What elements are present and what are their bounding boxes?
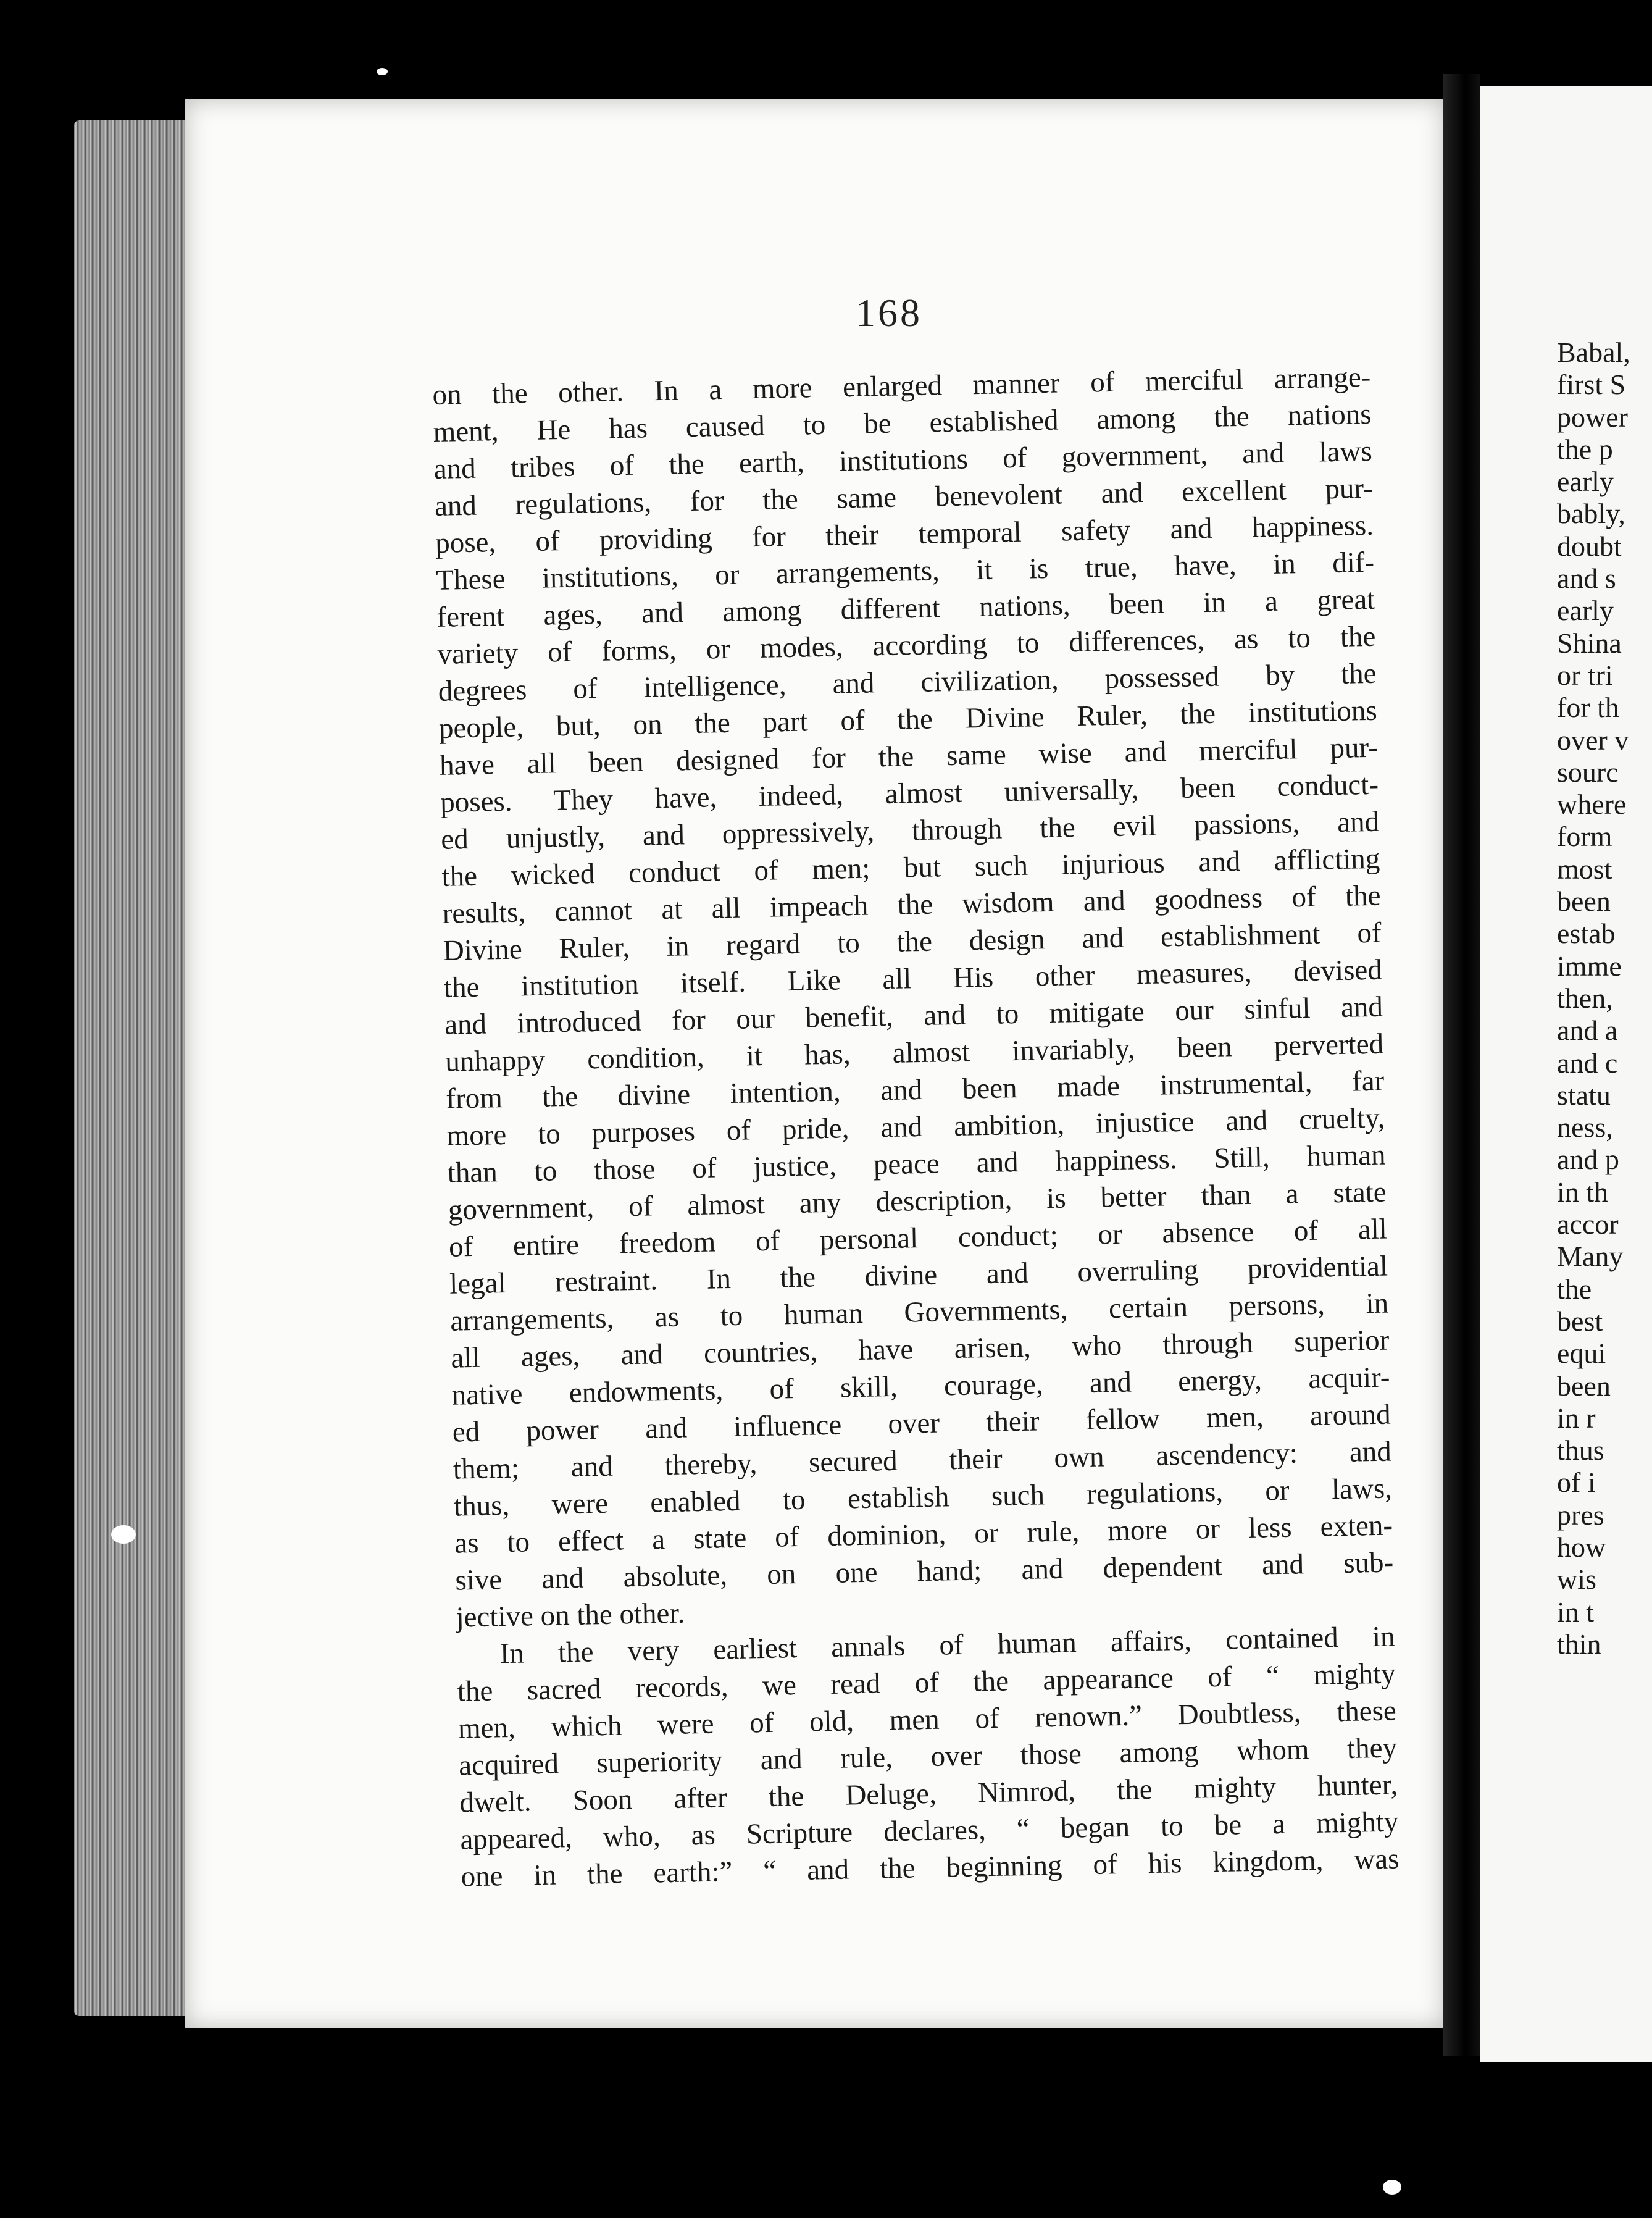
text-line: appeared, who, as Scripture declares, “ began to be a mighty: [459, 1806, 1399, 1856]
text-line: legal restraint. In the divine and overruling providential: [449, 1250, 1388, 1300]
facing-line: thin: [1557, 1628, 1601, 1660]
text-line: as to effect a state of dominion, or rule, more or less exten-: [454, 1509, 1393, 1560]
text-line: dwelt. Soon after the Deluge, Nimrod, the mighty hunter,: [459, 1768, 1398, 1819]
facing-line: and c: [1557, 1047, 1618, 1079]
scan-speck: [377, 68, 388, 75]
text-line: acquired superiority and rule, over those among whom they: [458, 1731, 1398, 1782]
facing-line: the p: [1557, 433, 1613, 465]
facing-line: thus: [1557, 1434, 1604, 1467]
facing-line: early: [1557, 595, 1614, 627]
text-line: the institution itself. Like all His other measures, devised: [443, 953, 1383, 1004]
facing-line: Shina: [1557, 627, 1622, 659]
text-line: and regulations, for the same benevolent and excellent pur-: [434, 472, 1374, 522]
facing-line: wis: [1557, 1563, 1596, 1596]
text-line: one in the earth:” “ and the beginning of his kingdom, was: [461, 1843, 1400, 1893]
text-line: ferent ages, and among different nations, been in a great: [436, 583, 1375, 634]
text-line: pose, of providing for their temporal safety and happiness.: [435, 509, 1374, 559]
text-line: ed power and influence over their fellow men, around: [452, 1398, 1391, 1449]
page-number: 168: [856, 291, 922, 335]
text-line: all ages, and countries, have arisen, who through superior: [451, 1324, 1390, 1375]
facing-line: ness,: [1557, 1111, 1613, 1144]
facing-line: Many: [1557, 1241, 1624, 1273]
facing-line: bably,: [1557, 498, 1625, 530]
text-line: jective on the other.: [456, 1597, 685, 1634]
facing-line: and s: [1557, 563, 1616, 595]
text-line: from the divine intention, and been made instrumental, far: [445, 1065, 1385, 1115]
facing-line: most: [1557, 853, 1612, 885]
text-line: and introduced for our benefit, and to mitigate our sinful and: [444, 990, 1383, 1041]
facing-line: power: [1557, 401, 1628, 433]
text-line: the sacred records, we read of the appearance of “ mighty: [457, 1657, 1396, 1708]
text-line: Divine Ruler, in regard to the design and establishment of: [443, 916, 1382, 967]
facing-line: pres: [1557, 1499, 1604, 1531]
facing-line: estab: [1557, 918, 1616, 950]
text-line: ed unjustly, and oppressively, through the evil passions, and: [440, 805, 1380, 856]
text-line: government, of almost any description, is better than a state: [448, 1176, 1387, 1226]
facing-line: of i: [1557, 1467, 1596, 1499]
text-line: them; and thereby, secured their own ascendency: and: [453, 1435, 1392, 1486]
scan-speck: [111, 1525, 136, 1544]
facing-line: over v: [1557, 724, 1629, 756]
facing-line: in t: [1557, 1596, 1595, 1628]
facing-line: early: [1557, 466, 1614, 498]
facing-line: first S: [1557, 369, 1626, 401]
text-line: native endowments, of skill, courage, and energy, acquir-: [451, 1361, 1390, 1412]
book-gutter: [1443, 74, 1480, 2056]
text-line: than to those of justice, peace and happiness. Still, human: [447, 1139, 1386, 1189]
text-line: and tribes of the earth, institutions of government, and laws: [433, 435, 1373, 485]
facing-line: Babal,: [1557, 337, 1630, 368]
text-line: degrees of intelligence, and civilization, possessed by the: [438, 657, 1377, 708]
facing-line: and p: [1557, 1144, 1619, 1176]
page-body-text: [432, 359, 1400, 1896]
text-line: have all been designed for the same wise and merciful pur-: [439, 731, 1379, 782]
facing-line: in r: [1557, 1402, 1596, 1434]
facing-line: then,: [1557, 982, 1613, 1014]
text-line: arrangements, as to human Governments, certain persons, in: [449, 1287, 1389, 1337]
text-line: on the other. In a more enlarged manner of merciful arrange-: [432, 361, 1371, 411]
text-line: the wicked conduct of men; but such injurious and afflicting: [441, 842, 1380, 893]
scan-speck: [1383, 2180, 1401, 2195]
text-line: people, but, on the part of the Divine Ruler, the institutions: [438, 694, 1378, 745]
facing-line: sourc: [1557, 756, 1619, 788]
facing-line: doubt: [1557, 530, 1622, 562]
text-line: sive and absolute, on one hand; and dependent and sub-: [454, 1546, 1394, 1597]
facing-line: the: [1557, 1273, 1592, 1305]
text-line: of entire freedom of personal conduct; or absence of all: [448, 1213, 1388, 1263]
text-line: more to purposes of pride, and ambition, injustice and cruelty,: [446, 1102, 1385, 1152]
text-line: variety of forms, or modes, according to differences, as to the: [437, 620, 1376, 671]
text-line: These institutions, or arrangements, it is true, have, in dif-: [435, 546, 1375, 596]
facing-line: and a: [1557, 1015, 1618, 1047]
text-line: unhappy condition, it has, almost invariably, been perverted: [444, 1027, 1384, 1078]
text-line: poses. They have, indeed, almost universally, been conduct-: [440, 768, 1379, 819]
text-line: ment, He has caused to be established among the nations: [433, 398, 1372, 448]
text-line: In the very earliest annals of human affairs, contained in: [499, 1620, 1395, 1670]
facing-line: for th: [1557, 692, 1619, 724]
facing-line: best: [1557, 1305, 1603, 1337]
facing-line: form: [1557, 821, 1612, 853]
text-line: men, which were of old, men of renown.” Doubtless, these: [457, 1694, 1397, 1745]
facing-line: where: [1557, 789, 1627, 821]
facing-line: in th: [1557, 1176, 1609, 1208]
facing-line: accor: [1557, 1208, 1619, 1241]
facing-line: how: [1557, 1531, 1606, 1563]
text-line: thus, were enabled to establish such regulations, or laws,: [453, 1472, 1393, 1523]
facing-line: or tri: [1557, 659, 1613, 691]
text-line: results, cannot at all impeach the wisdom and goodness of the: [442, 879, 1381, 930]
facing-line: been: [1557, 1370, 1611, 1402]
facing-line: been: [1557, 885, 1611, 918]
facing-line: statu: [1557, 1079, 1611, 1111]
facing-line: equi: [1557, 1337, 1606, 1370]
facing-line: imme: [1557, 950, 1622, 982]
facing-page-text: [1557, 337, 1652, 1660]
